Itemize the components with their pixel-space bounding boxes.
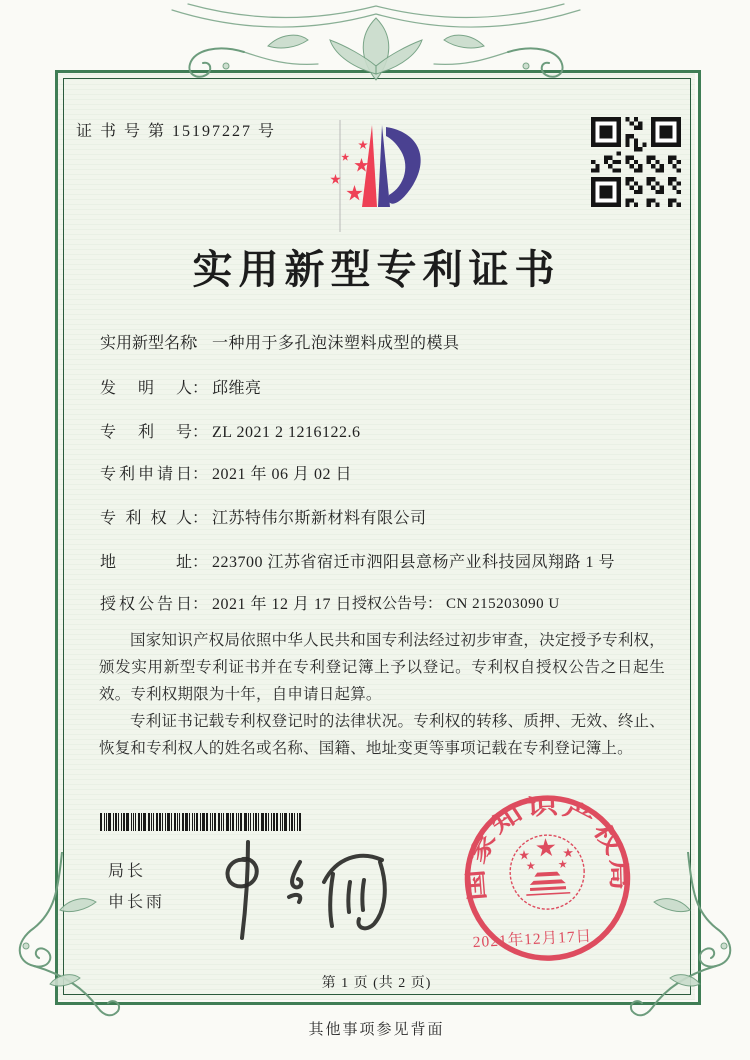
certificate-number: 证 书 号 第 15197227 号 [76, 123, 277, 140]
field-value: 邱维亮 [212, 380, 262, 397]
field-value: 223700 江苏省宿迁市泗阳县意杨产业科技园凤翔路 1 号 [212, 554, 616, 571]
field-row-patentee [100, 505, 427, 528]
director-name: 申长雨 [108, 894, 166, 911]
field-label: 授权公告号 [352, 596, 428, 612]
barcode-icon [100, 813, 305, 831]
field-row-patent-number [100, 419, 360, 442]
legal-paragraph-1: 国家知识产权局依照中华人民共和国专利法经过初步审查，决定授予专利权，颁发实用新型专利证书并在专利登记簿上予以登记。专利权自授权公告之日起生效。专利权期限为十年，自申请日起算。 [99, 632, 665, 703]
field-label: 专利号 [100, 424, 192, 441]
certificate-title: 实用新型专利证书 [192, 247, 561, 292]
seal-date-text: 2021年12月17日 [472, 927, 593, 952]
field-colon: ： [192, 424, 209, 441]
field-value: ZL 2021 2 1216122.6 [212, 424, 361, 441]
field-colon: ： [192, 380, 209, 397]
field-label: 专利权人 [100, 510, 192, 527]
field-value: 2021 年 12 月 17 日 [212, 596, 353, 613]
field-colon: ： [427, 596, 443, 612]
field-value: 江苏特伟尔斯新材料有限公司 [212, 510, 427, 527]
field-label: 专利申请日 [100, 466, 192, 483]
field-colon: ： [192, 510, 209, 527]
cnipa-patent-logo-icon [306, 112, 456, 237]
field-label: 授权公告日 [100, 596, 192, 613]
field-value: 一种用于多孔泡沫塑料成型的模具 [212, 335, 460, 352]
director-handwritten-signature-icon [196, 834, 406, 944]
cnipa-official-seal-icon [445, 783, 655, 993]
seal-agency-text: 国家知识产权局 [463, 793, 632, 902]
field-row-filing-date [100, 461, 352, 484]
page-number: 第 1 页 (共 2 页) [321, 976, 432, 991]
national-emblem-icon [518, 837, 575, 896]
field-colon: ： [192, 335, 209, 352]
field-label: 发明人 [100, 380, 192, 397]
field-row-grant-number [352, 592, 560, 613]
field-colon: ： [192, 466, 209, 483]
field-label: 实用新型名称 [100, 335, 197, 352]
field-value: CN 215203090 U [446, 596, 560, 612]
field-row-inventor [100, 375, 262, 398]
back-side-note: 其他事项参见背面 [308, 1022, 445, 1038]
field-row-grant-date [100, 591, 352, 614]
legal-text-block [99, 627, 665, 762]
qr-code-icon [590, 117, 682, 207]
director-role: 局长 [108, 863, 147, 880]
director-signoff [108, 856, 165, 918]
field-colon: ： [192, 596, 209, 613]
field-colon: ： [192, 554, 209, 571]
field-value: 2021 年 06 月 02 日 [212, 466, 353, 483]
legal-paragraph-2: 专利证书记载专利权登记时的法律状况。专利权的转移、质押、无效、终止、恢复和专利权人的姓名或名称、国籍、地址变更等事项记载在专利登记簿上。 [99, 713, 665, 757]
field-row-utility-model-name [100, 330, 460, 353]
field-label: 地址 [100, 554, 192, 571]
field-row-address [100, 549, 615, 572]
